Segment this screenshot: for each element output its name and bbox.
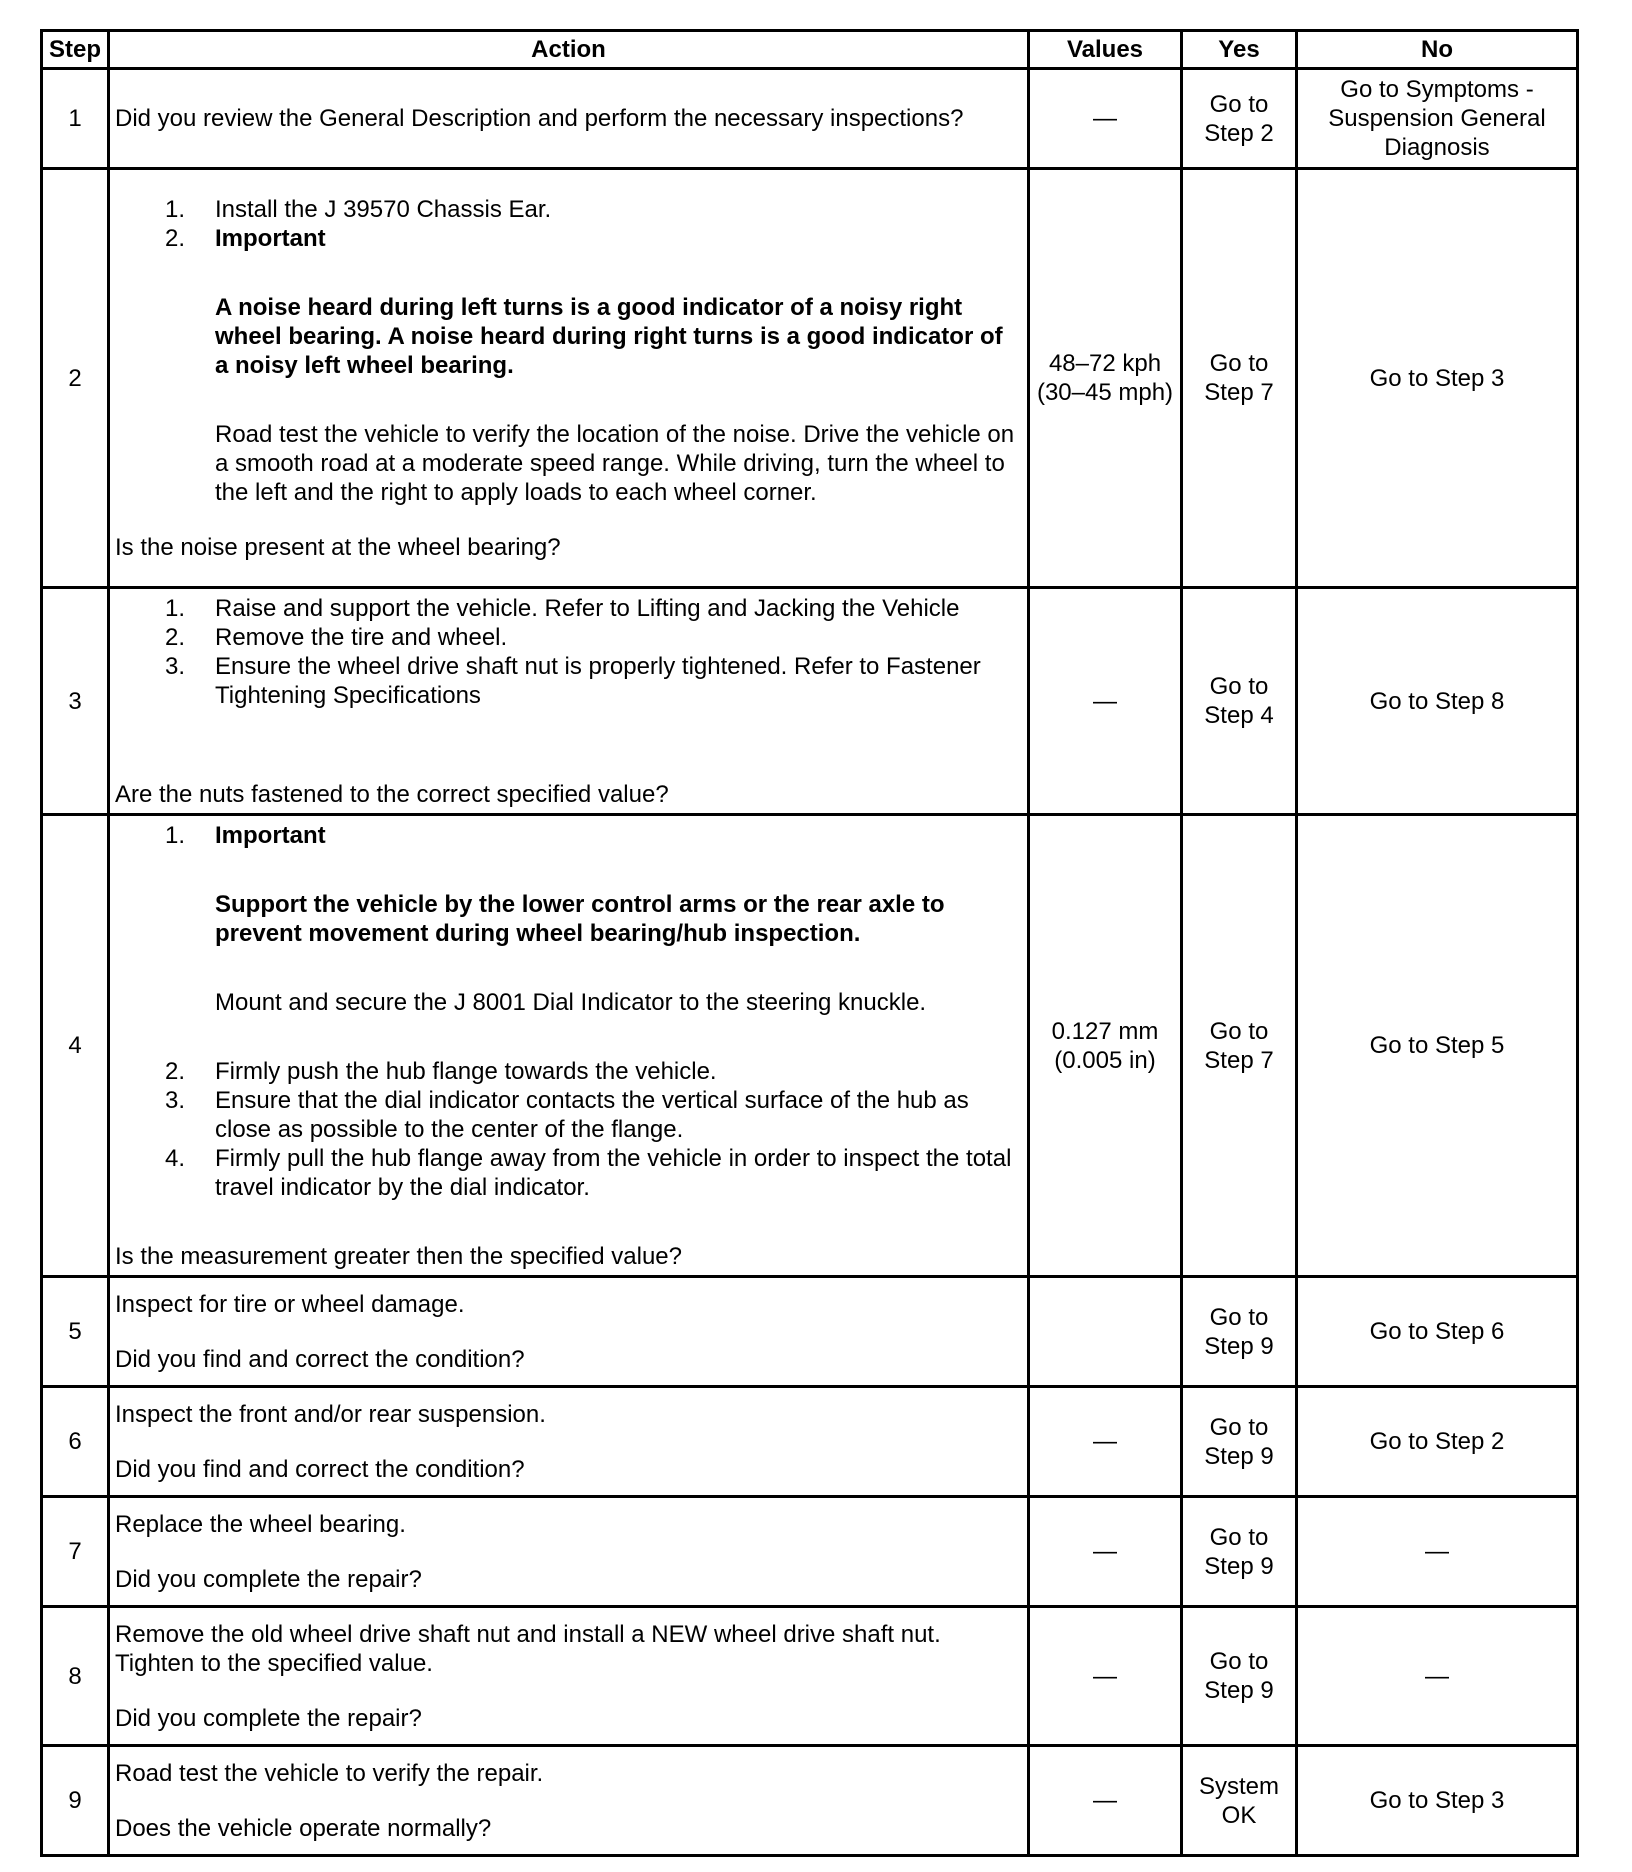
action-cell <box>109 169 1029 588</box>
list-item: 3. Ensure the wheel drive shaft nut is properly tightened. Refer to Fastener Tightening Specifications <box>165 652 981 709</box>
header-values: Values <box>1029 31 1182 69</box>
no-cell: — <box>1297 1497 1578 1607</box>
step-number: 4 <box>42 815 109 1277</box>
action-cell <box>109 1746 1029 1856</box>
table-row <box>42 69 1578 169</box>
header-action: Action <box>109 31 1029 69</box>
step-instruction: Road test the vehicle to verify the location of the noise. Drive the vehicle on a smooth road at a moderate speed range. While driving, turn the wheel to the left and the right to apply loads to each wheel corner. <box>215 420 1015 506</box>
step-instruction: Mount and secure the J 8001 Dial Indicator to the steering knuckle. <box>215 988 927 1016</box>
step-number: 3 <box>42 588 109 815</box>
yes-cell <box>1182 169 1297 588</box>
diagnostic-table <box>40 29 1579 1857</box>
list-item: 1. Install the J 39570 Chassis Ear. <box>165 195 552 223</box>
yes-cell <box>1182 1277 1297 1387</box>
list-number: 3. <box>165 1086 186 1114</box>
values-cell: 0.127 mm (0.005 in) <box>1029 815 1182 1277</box>
yes-text: Go to Step 4 <box>1204 673 1274 729</box>
action-cell <box>109 1387 1029 1497</box>
question-text: Did you review the General Description and perform the necessary inspections? <box>115 105 964 132</box>
action-cell <box>109 588 1029 815</box>
list-item: 2. Firmly push the hub flange towards the vehicle. <box>165 1057 717 1085</box>
important-note: A noise heard during left turns is a good indicator of a noisy right wheel bearing. A noise heard during right turns is a good indicator of a noisy left wheel bearing. <box>215 293 1003 379</box>
table-row <box>42 815 1578 1277</box>
table-row <box>42 588 1578 815</box>
list-number: 3. <box>165 652 186 680</box>
table-row <box>42 1746 1578 1856</box>
step-number: 8 <box>42 1607 109 1746</box>
procedure-list <box>115 821 1022 1202</box>
question-text: Is the noise present at the wheel bearing? <box>115 533 561 561</box>
yes-text: Go to Step 9 <box>1204 1303 1274 1360</box>
table-row <box>42 1497 1578 1607</box>
table-row <box>42 169 1578 588</box>
action-cell <box>109 69 1029 169</box>
values-cell: — <box>1029 588 1182 815</box>
step-number: 5 <box>42 1277 109 1387</box>
procedure-list <box>115 594 1022 710</box>
yes-text: Go to Step 9 <box>1204 1648 1274 1704</box>
values-cell: 48–72 kph (30–45 mph) <box>1029 169 1182 588</box>
values-cell: — <box>1029 1497 1182 1607</box>
header-row <box>42 31 1578 69</box>
values-cell <box>1029 1277 1182 1387</box>
no-cell: Go to Step 8 <box>1297 588 1578 815</box>
no-cell: Go to Step 6 <box>1297 1277 1578 1387</box>
no-cell: Go to Step 2 <box>1297 1387 1578 1497</box>
step-number: 9 <box>42 1746 109 1856</box>
list-number: 1. <box>165 821 186 849</box>
yes-text: System OK <box>1198 1772 1279 1829</box>
yes-text: Go to Step 7 <box>1204 350 1274 406</box>
yes-cell <box>1182 1497 1297 1607</box>
yes-cell <box>1182 815 1297 1277</box>
step-number: 7 <box>42 1497 109 1607</box>
list-item: 4. Firmly pull the hub flange away from the vehicle in order to inspect the total travel indicator by the dial indicator. <box>165 1144 1012 1201</box>
yes-cell <box>1182 1387 1297 1497</box>
procedure-list <box>115 195 1022 507</box>
question-text: Are the nuts fastened to the correct specified value? <box>115 780 669 808</box>
step-instruction: Road test the vehicle to verify the repair. <box>115 1759 544 1787</box>
yes-cell <box>1182 588 1297 815</box>
action-cell <box>109 1497 1029 1607</box>
list-number: 2. <box>165 623 186 651</box>
header-step: Step <box>42 31 109 69</box>
values-cell: — <box>1029 1387 1182 1497</box>
list-number: 1. <box>165 594 186 622</box>
list-item: 1. Raise and support the vehicle. Refer to Lifting and Jacking the Vehicle <box>165 594 960 622</box>
yes-text: Go to Step 9 <box>1204 1523 1274 1580</box>
list-item <box>165 224 1022 507</box>
header-no: No <box>1297 31 1578 69</box>
question-text: Is the measurement greater then the specified value? <box>115 1242 682 1270</box>
list-item <box>165 821 1022 1017</box>
no-cell: Go to Symptoms - Suspension General Diagnosis <box>1297 69 1578 169</box>
list-number: 1. <box>165 195 186 223</box>
table-row <box>42 1277 1578 1387</box>
list-item: 3. Ensure that the dial indicator contacts the vertical surface of the hub as close as possible to the center of the flange. <box>165 1086 969 1143</box>
action-cell <box>109 815 1029 1277</box>
yes-text: Go to Step 7 <box>1204 1017 1274 1074</box>
action-cell <box>109 1607 1029 1746</box>
step-instruction: Remove the old wheel drive shaft nut and install a NEW wheel drive shaft nut. Tighten to the specified value. <box>115 1620 941 1677</box>
yes-cell <box>1182 1607 1297 1746</box>
header-yes: Yes <box>1182 31 1297 69</box>
list-item: 2. Remove the tire and wheel. <box>165 623 508 651</box>
step-instruction: Inspect the front and/or rear suspension. <box>115 1400 546 1428</box>
question-text: Does the vehicle operate normally? <box>115 1814 492 1842</box>
list-number: 4. <box>165 1144 186 1172</box>
step-instruction: Inspect for tire or wheel damage. <box>115 1290 465 1318</box>
step-instruction: Replace the wheel bearing. <box>115 1510 406 1538</box>
table-row <box>42 1387 1578 1497</box>
yes-text: Go to Step 9 <box>1204 1413 1274 1470</box>
important-label: Important <box>215 821 326 849</box>
yes-cell <box>1182 69 1297 169</box>
question-text: Did you find and correct the condition? <box>115 1345 525 1373</box>
no-cell: Go to Step 5 <box>1297 815 1578 1277</box>
step-number: 1 <box>42 69 109 169</box>
values-cell: — <box>1029 1746 1182 1856</box>
list-number: 2. <box>165 224 186 252</box>
list-number: 2. <box>165 1057 186 1085</box>
values-cell: — <box>1029 1607 1182 1746</box>
no-cell: Go to Step 3 <box>1297 1746 1578 1856</box>
question-text: Did you complete the repair? <box>115 1704 422 1732</box>
important-label: Important <box>215 224 326 252</box>
values-cell: — <box>1029 69 1182 169</box>
no-cell: — <box>1297 1607 1578 1746</box>
important-note: Support the vehicle by the lower control arms or the rear axle to prevent movement during wheel bearing/hub inspection. <box>215 890 945 947</box>
question-text: Did you find and correct the condition? <box>115 1455 525 1483</box>
yes-text: Go to Step 2 <box>1204 90 1274 147</box>
yes-cell <box>1182 1746 1297 1856</box>
no-cell: Go to Step 3 <box>1297 169 1578 588</box>
step-number: 6 <box>42 1387 109 1497</box>
table-row <box>42 1607 1578 1746</box>
question-text: Did you complete the repair? <box>115 1565 422 1593</box>
action-cell <box>109 1277 1029 1387</box>
step-number: 2 <box>42 169 109 588</box>
